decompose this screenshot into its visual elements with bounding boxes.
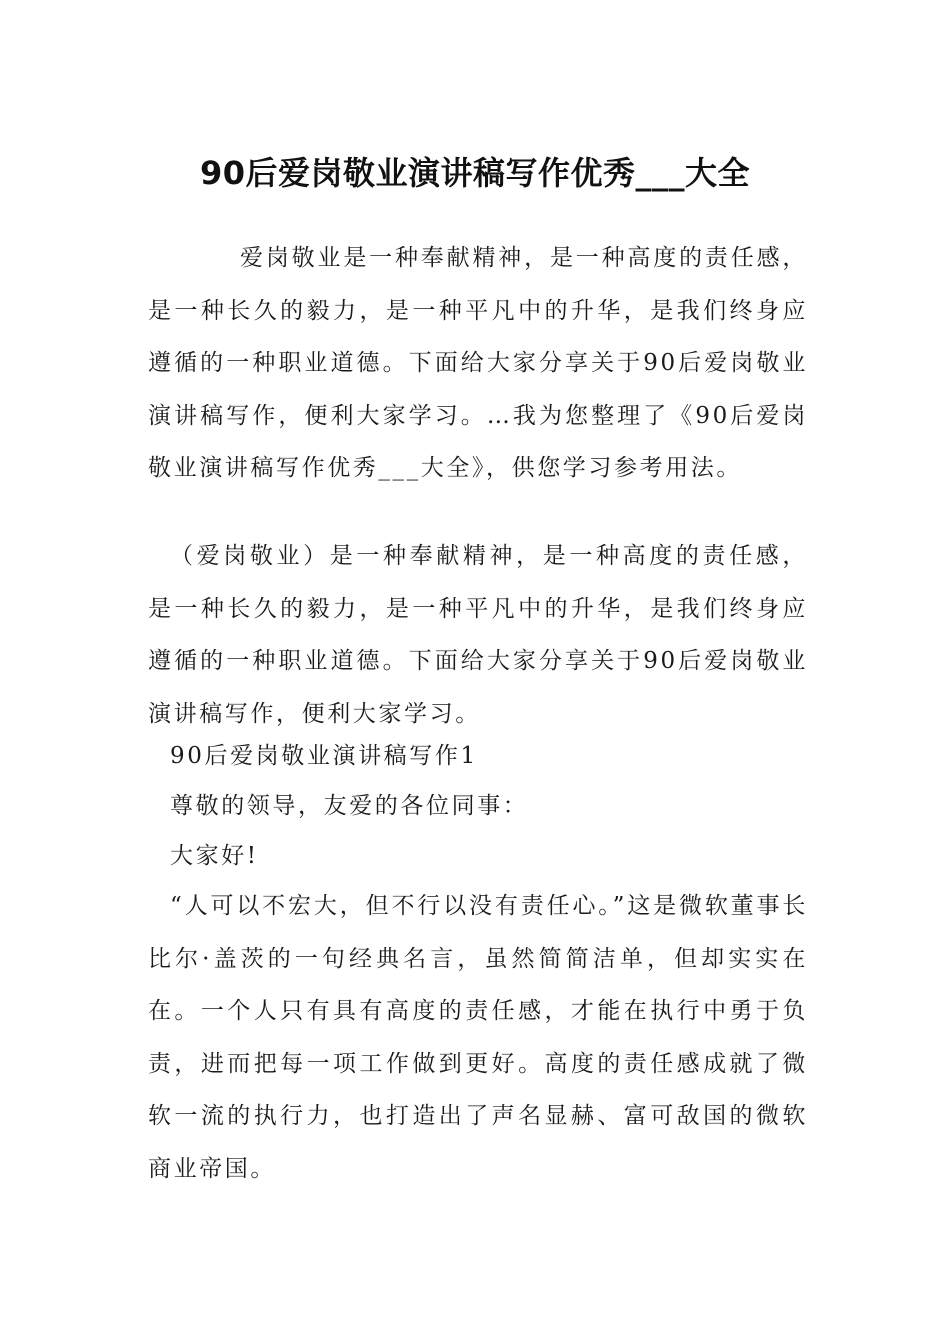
body-paragraph: “人可以不宏大，但不行以没有责任心。”这是微软董事长比尔·盖茨的一句经典名言，虽然简简洁单，但却实实在在。一个人只有具有高度的责任感，才能在执行中勇于负责，进而把每一项工作做到更好。高度的责任感成就了微软一流的执行力，也打造出了声名显赫、富可敌国的微软商业帝国。 [148,893,808,1182]
document-title: 90后爱岗敬业演讲稿写作优秀___大全 [199,154,751,193]
intro-paragraph: 爱岗敬业是一种奉献精神，是一种高度的责任感，是一种长久的毅力，是一种平凡中的升华，是我们终身应遵循的一种职业道德。下面给大家分享关于90后爱岗敬业演讲稿写作，便利大家学习。…我为您整理了《90后爱岗敬业演讲稿写作优秀___大全》，供您学习参考用法。 [148,245,808,481]
salutation: 尊敬的领导，友爱的各位同事： [170,793,529,819]
section-heading: 90后爱岗敬业演讲稿写作1 [170,743,478,769]
greeting: 大家好! [170,843,259,869]
summary-paragraph: （爱岗敬业）是一种奉献精神，是一种高度的责任感，是一种长久的毅力，是一种平凡中的升华，是我们终身应遵循的一种职业道德。下面给大家分享关于90后爱岗敬业演讲稿写作，便利大家学习。 [148,543,808,727]
